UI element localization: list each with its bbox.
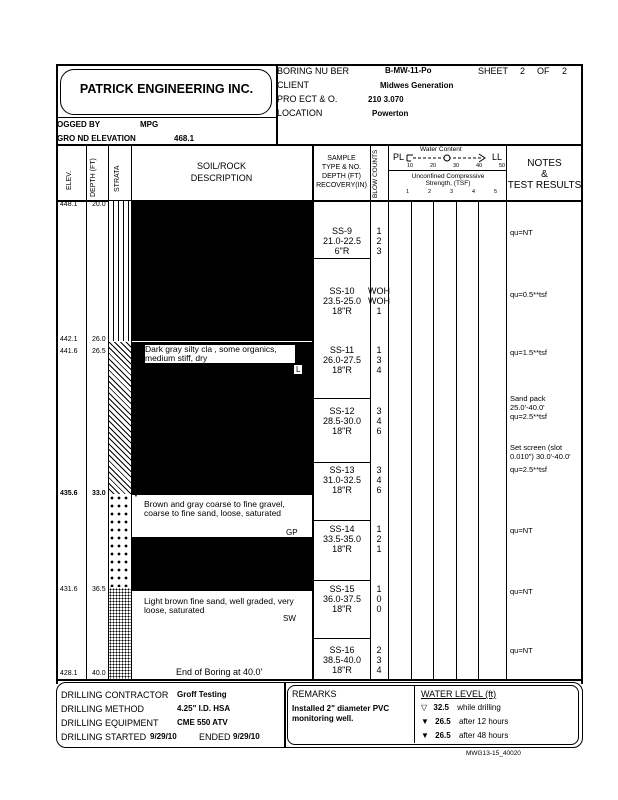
blow-counts	[372, 645, 386, 675]
sample-ss11	[313, 345, 371, 375]
col-sample-4: RECOVERY(IN)	[316, 182, 367, 189]
note: qu=NT	[510, 228, 533, 237]
note: qu=NT	[510, 526, 533, 535]
desc-sand: Light brown fine sand, well graded, very loose, saturated	[144, 597, 299, 615]
remarks-label: REMARKS	[292, 689, 337, 699]
col-notes-2: &	[541, 169, 548, 180]
note: qu=1.5**tsf	[510, 348, 547, 357]
col-sample-2: TYPE & NO.	[321, 164, 362, 171]
note: qu=2.5**tsf	[510, 465, 547, 474]
blow: 4	[376, 416, 382, 426]
water-value: 26.5	[435, 717, 451, 726]
blow-counts	[372, 584, 386, 614]
sample-id: SS-16	[329, 645, 355, 655]
water-symbol-icon: ▼	[421, 717, 429, 726]
desc-sand-tag: SW	[283, 614, 296, 623]
water-text: while drilling	[457, 703, 501, 712]
method-value: 4.25" I.D. HSA	[177, 704, 231, 713]
wc-tick: 40	[476, 163, 483, 169]
logged-value: MPG	[140, 120, 159, 129]
desc-gravel-tag: GP	[286, 528, 298, 537]
blow: 1	[376, 226, 382, 236]
elev-row: 428.1	[60, 670, 78, 677]
strata-sand	[109, 588, 131, 679]
wc-tick: 20	[430, 163, 437, 169]
note: qu=2.5**tsf	[510, 412, 547, 421]
sheet-label: SHEET	[478, 66, 509, 76]
blow: 3	[376, 246, 382, 256]
sample-depth: 28.5-30.0	[322, 416, 362, 426]
desc-silty-clay-tag: L	[296, 365, 301, 374]
water-row	[421, 717, 508, 726]
ground-elev-value: 468.1	[174, 134, 195, 143]
blow-counts	[372, 465, 386, 495]
sample-id: SS-10	[329, 286, 355, 296]
depth-row: 20.0	[92, 201, 106, 208]
col-desc-2: DESCRIPTION	[190, 173, 253, 183]
sample-id: SS-12	[329, 406, 355, 416]
sample-ss13	[313, 465, 371, 495]
ucs-tick: 2	[428, 189, 432, 195]
water-symbol-icon: ▽	[421, 703, 428, 712]
sample-depth: 21.0-22.5	[322, 236, 362, 246]
wc-tick: 30	[453, 163, 460, 169]
col-ucs-1: Unconfined Compressive	[411, 173, 485, 180]
sample-rec: 18"R	[332, 365, 352, 375]
col-sample-1: SAMPLE	[327, 155, 356, 162]
blow: 6	[376, 485, 382, 495]
blow: 2	[376, 236, 382, 246]
blow: 4	[376, 475, 382, 485]
elev-row: 435.6	[60, 490, 78, 497]
method-label: DRILLING METHOD	[61, 704, 145, 714]
col-water-content: Water Content	[420, 146, 462, 153]
note: 0.010") 30.0'-40.0'	[510, 452, 571, 461]
water-value: 26.5	[435, 731, 451, 740]
sample-ss16	[313, 645, 371, 675]
ucs-tick: 5	[494, 189, 498, 195]
sample-ss15	[313, 584, 371, 614]
water-text: after 12 hours	[458, 717, 509, 726]
blow-counts	[372, 406, 386, 436]
blow: 3	[376, 655, 382, 665]
sample-id: SS-15	[329, 584, 355, 594]
desc-end: End of Boring at 40.0'	[176, 667, 263, 677]
sample-id: SS-11	[329, 345, 355, 355]
water-symbol-icon: ▼	[421, 731, 429, 740]
col-blow: BLOW COUNTS	[372, 149, 379, 198]
ucs-tick: 4	[472, 189, 476, 195]
sample-depth: 26.0-27.5	[322, 355, 362, 365]
blow: 1	[376, 524, 382, 534]
sheet-total: 2	[562, 66, 568, 76]
blow: 3	[376, 406, 382, 416]
elev-row: 431.6	[60, 586, 78, 593]
sample-rec: 18"R	[332, 426, 352, 436]
note: qu=0.5**tsf	[510, 290, 547, 299]
blow: 2	[376, 534, 382, 544]
sample-ss12	[313, 406, 371, 436]
depth-row: 40.0	[92, 670, 106, 677]
blow: 4	[376, 365, 382, 375]
col-ucs-2: Strength, (TSF)	[425, 180, 471, 187]
depth-row: 26.0	[92, 336, 106, 343]
boring-value: B-MW-11-Po	[385, 66, 432, 75]
client-value: Midwes Generation	[380, 81, 454, 90]
sheet-no: 2	[520, 66, 526, 76]
redaction-block-3	[132, 536, 312, 591]
sample-depth: 33.5-35.0	[322, 534, 362, 544]
sample-depth: 38.5-40.0	[322, 655, 362, 665]
strata-clay-upper	[109, 201, 131, 341]
sample-id: SS-13	[329, 465, 355, 475]
sample-id: SS-14	[329, 524, 355, 534]
blow: WOH	[368, 296, 390, 306]
blow: 0	[376, 604, 382, 614]
sample-ss10	[313, 286, 371, 316]
project-value: 210 3.070	[368, 95, 404, 104]
sample-depth: 23.5-25.0	[322, 296, 362, 306]
desc-gravel: Brown and gray coarse to fine gravel, coarse to fine sand, loose, saturated	[144, 500, 304, 518]
ended-label: ENDED	[199, 732, 231, 742]
sample-depth: 36.0-37.5	[322, 594, 362, 604]
blow: 1	[376, 345, 382, 355]
sample-rec: 18"R	[332, 604, 352, 614]
started-value: 9/29/10	[150, 732, 177, 741]
note: Set screen (slot	[510, 443, 563, 452]
elev-row: 442.1	[60, 336, 78, 343]
note: 25.0'-40.0'	[510, 403, 545, 412]
water-value: 32.5	[433, 703, 449, 712]
col-notes-1: NOTES	[527, 158, 562, 169]
contractor-value: Groff Testing	[177, 690, 227, 699]
ended-value: 9/29/10	[233, 732, 260, 741]
col-desc-1: SOIL/ROCK	[196, 161, 246, 171]
remarks-text: Installed 2" diameter PVC monitoring well.	[292, 704, 390, 723]
blow-counts	[372, 524, 386, 554]
blow: 3	[376, 465, 382, 475]
contractor-label: DRILLING CONTRACTOR	[61, 690, 169, 700]
water-level-label: WATER LEVEL (ft)	[421, 689, 497, 699]
blow-counts	[372, 345, 386, 375]
sample-id: SS-9	[331, 226, 352, 236]
depth-row: 33.0	[92, 490, 106, 497]
document-id: MWG13-15_40020	[466, 750, 521, 757]
col-ll: LL	[492, 152, 503, 162]
sample-ss9	[313, 226, 371, 256]
boundary-arrow: ▼	[132, 490, 140, 499]
blow: 6	[376, 426, 382, 436]
col-elev: ELEV.	[66, 170, 73, 190]
sheet-of: OF	[537, 66, 550, 76]
note: qu=NT	[510, 587, 533, 596]
blow: 4	[376, 665, 382, 675]
blow-counts	[372, 226, 386, 256]
blow: WOH	[368, 286, 390, 296]
ucs-tick: 1	[406, 189, 410, 195]
equipment-label: DRILLING EQUIPMENT	[61, 718, 159, 728]
location-label: LOCATION	[277, 108, 323, 118]
sample-rec: 18"R	[332, 306, 352, 316]
depth-row: 36.5	[92, 586, 106, 593]
water-row	[421, 731, 508, 740]
blow: 1	[376, 584, 382, 594]
logged-label: OGGED BY	[57, 120, 101, 129]
blow-counts	[366, 286, 392, 316]
water-text: after 48 hours	[458, 731, 509, 740]
note: Sand pack	[510, 394, 546, 403]
sample-rec: 18"R	[332, 485, 352, 495]
sample-rec: 6"R	[334, 246, 350, 256]
desc-silty-clay: Dark gray silty cla , some organics, medium stiff, dry	[145, 345, 295, 363]
wc-tick: 50	[499, 163, 506, 169]
blow: 1	[376, 544, 382, 554]
blow: 0	[376, 594, 382, 604]
started-label: DRILLING STARTED	[61, 732, 147, 742]
note: qu=NT	[510, 646, 533, 655]
sample-rec: 18"R	[332, 544, 352, 554]
ground-elev-label: GRO ND ELEVATION	[57, 134, 136, 143]
col-sample-3: DEPTH (FT)	[322, 173, 361, 180]
sample-rec: 18"R	[332, 665, 352, 675]
col-strata: STRATA	[114, 165, 121, 192]
redaction-block-2	[132, 342, 312, 495]
blow: 1	[376, 306, 382, 316]
col-notes-3: TEST RESULTS	[507, 180, 582, 191]
wc-tick: 10	[407, 163, 414, 169]
strata-gravel	[109, 495, 131, 587]
elev-row: 441.6	[60, 348, 78, 355]
location-value: Powerton	[372, 109, 409, 118]
project-label: PRO ECT & O.	[277, 94, 338, 104]
elev-row: 448.1	[60, 201, 78, 208]
sample-ss14	[313, 524, 371, 554]
sample-depth: 31.0-32.5	[322, 475, 362, 485]
blow: 2	[376, 645, 382, 655]
col-pl: PL	[393, 152, 405, 162]
client-label: CLIENT	[277, 80, 310, 90]
depth-row: 26.5	[92, 348, 106, 355]
water-row	[421, 703, 501, 712]
company-name: PATRICK ENGINEERING INC.	[79, 82, 254, 96]
strata-silty-clay	[109, 342, 131, 494]
equipment-value: CME 550 ATV	[177, 718, 228, 727]
col-depth: DEPTH (FT)	[90, 158, 97, 197]
redaction-block-1	[132, 201, 312, 341]
ucs-tick: 3	[450, 189, 454, 195]
boring-label: BORING NU BER	[277, 66, 350, 76]
blow: 3	[376, 355, 382, 365]
